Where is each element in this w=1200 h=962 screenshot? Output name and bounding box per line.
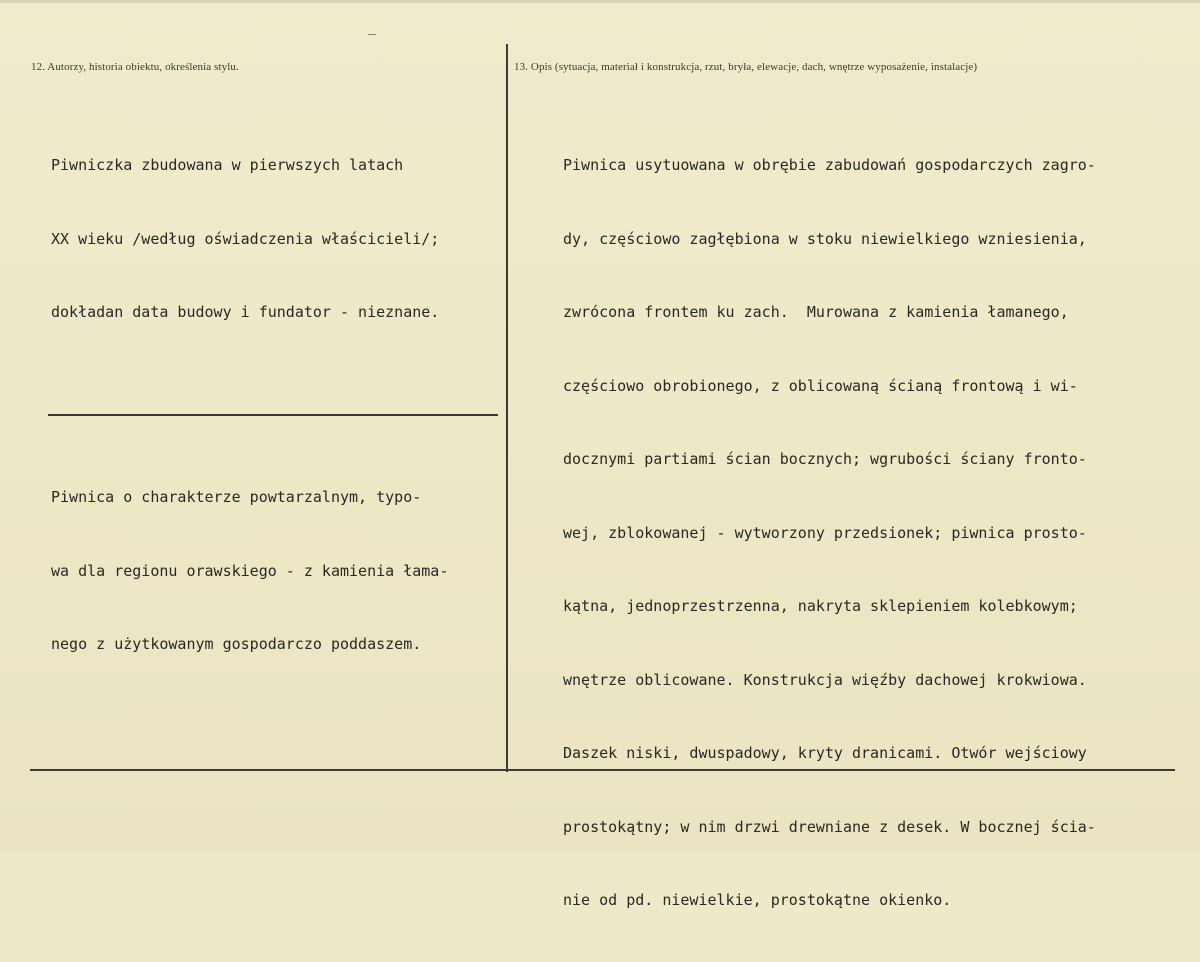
description-line: kątna, jednoprzestrzenna, nakryta sklepieniem kolebkowym;: [563, 597, 1078, 615]
description-line: Piwnica usytuowana w obrębie zabudowań gospodarczych zagro-: [563, 156, 1096, 174]
character-line: wa dla regionu orawskiego - z kamienia łama-: [51, 561, 449, 580]
history-line: Piwniczka zbudowana w pierwszych latach: [51, 156, 404, 174]
history-text: [51, 104, 439, 374]
section-13-header: 13. Opis (sytuacja, materiał i konstrukcja, rzut, bryła, elewacje, dach, wnętrze wyposażenie, instalacje): [514, 61, 978, 73]
description-line: docznymi partiami ścian bocznych; wgrubości ściany fronto-: [563, 450, 1087, 468]
character-line: nego z użytkowanym gospodarczo poddaszem.: [51, 635, 422, 653]
character-line: Piwnica o charakterze powtarzalnym, typo-: [51, 488, 422, 506]
description-line: prostokątny; w nim drzwi drewniane z desek. W bocznej ścia-: [563, 817, 1096, 836]
left-section-divider: [48, 414, 498, 416]
description-line: dy, częściowo zagłębiona w stoku niewielkiego wzniesienia,: [563, 229, 1087, 248]
description-text: [563, 104, 1096, 962]
description-line: wnętrze oblicowane. Konstrukcja więźby dachowej krokwiowa.: [563, 670, 1087, 689]
description-line: Daszek niski, dwuspadowy, kryty dranicami. Otwór wejściowy: [563, 744, 1087, 762]
history-line: dokładan data budowy i fundator - nieznane.: [51, 303, 440, 321]
column-divider: [506, 44, 508, 772]
description-line: wej, zblokowanej - wytworzony przedsionek; piwnica prosto-: [563, 523, 1087, 542]
top-edge: [0, 0, 1200, 3]
history-line: XX wieku /według oświadczenia właścicieli/;: [51, 229, 440, 248]
description-line: częściowo obrobionego, z oblicowaną ścianą frontową i wi-: [563, 376, 1078, 395]
style-character-text: [51, 436, 448, 706]
description-line: nie od pd. niewielkie, prostokątne okienko.: [563, 891, 952, 909]
margin-mark: [368, 34, 376, 35]
description-line: zwrócona frontem ku zach. Murowana z kamienia łamanego,: [563, 303, 1069, 321]
section-12-header: 12. Autorzy, historia obiektu, określenia stylu.: [31, 61, 239, 73]
